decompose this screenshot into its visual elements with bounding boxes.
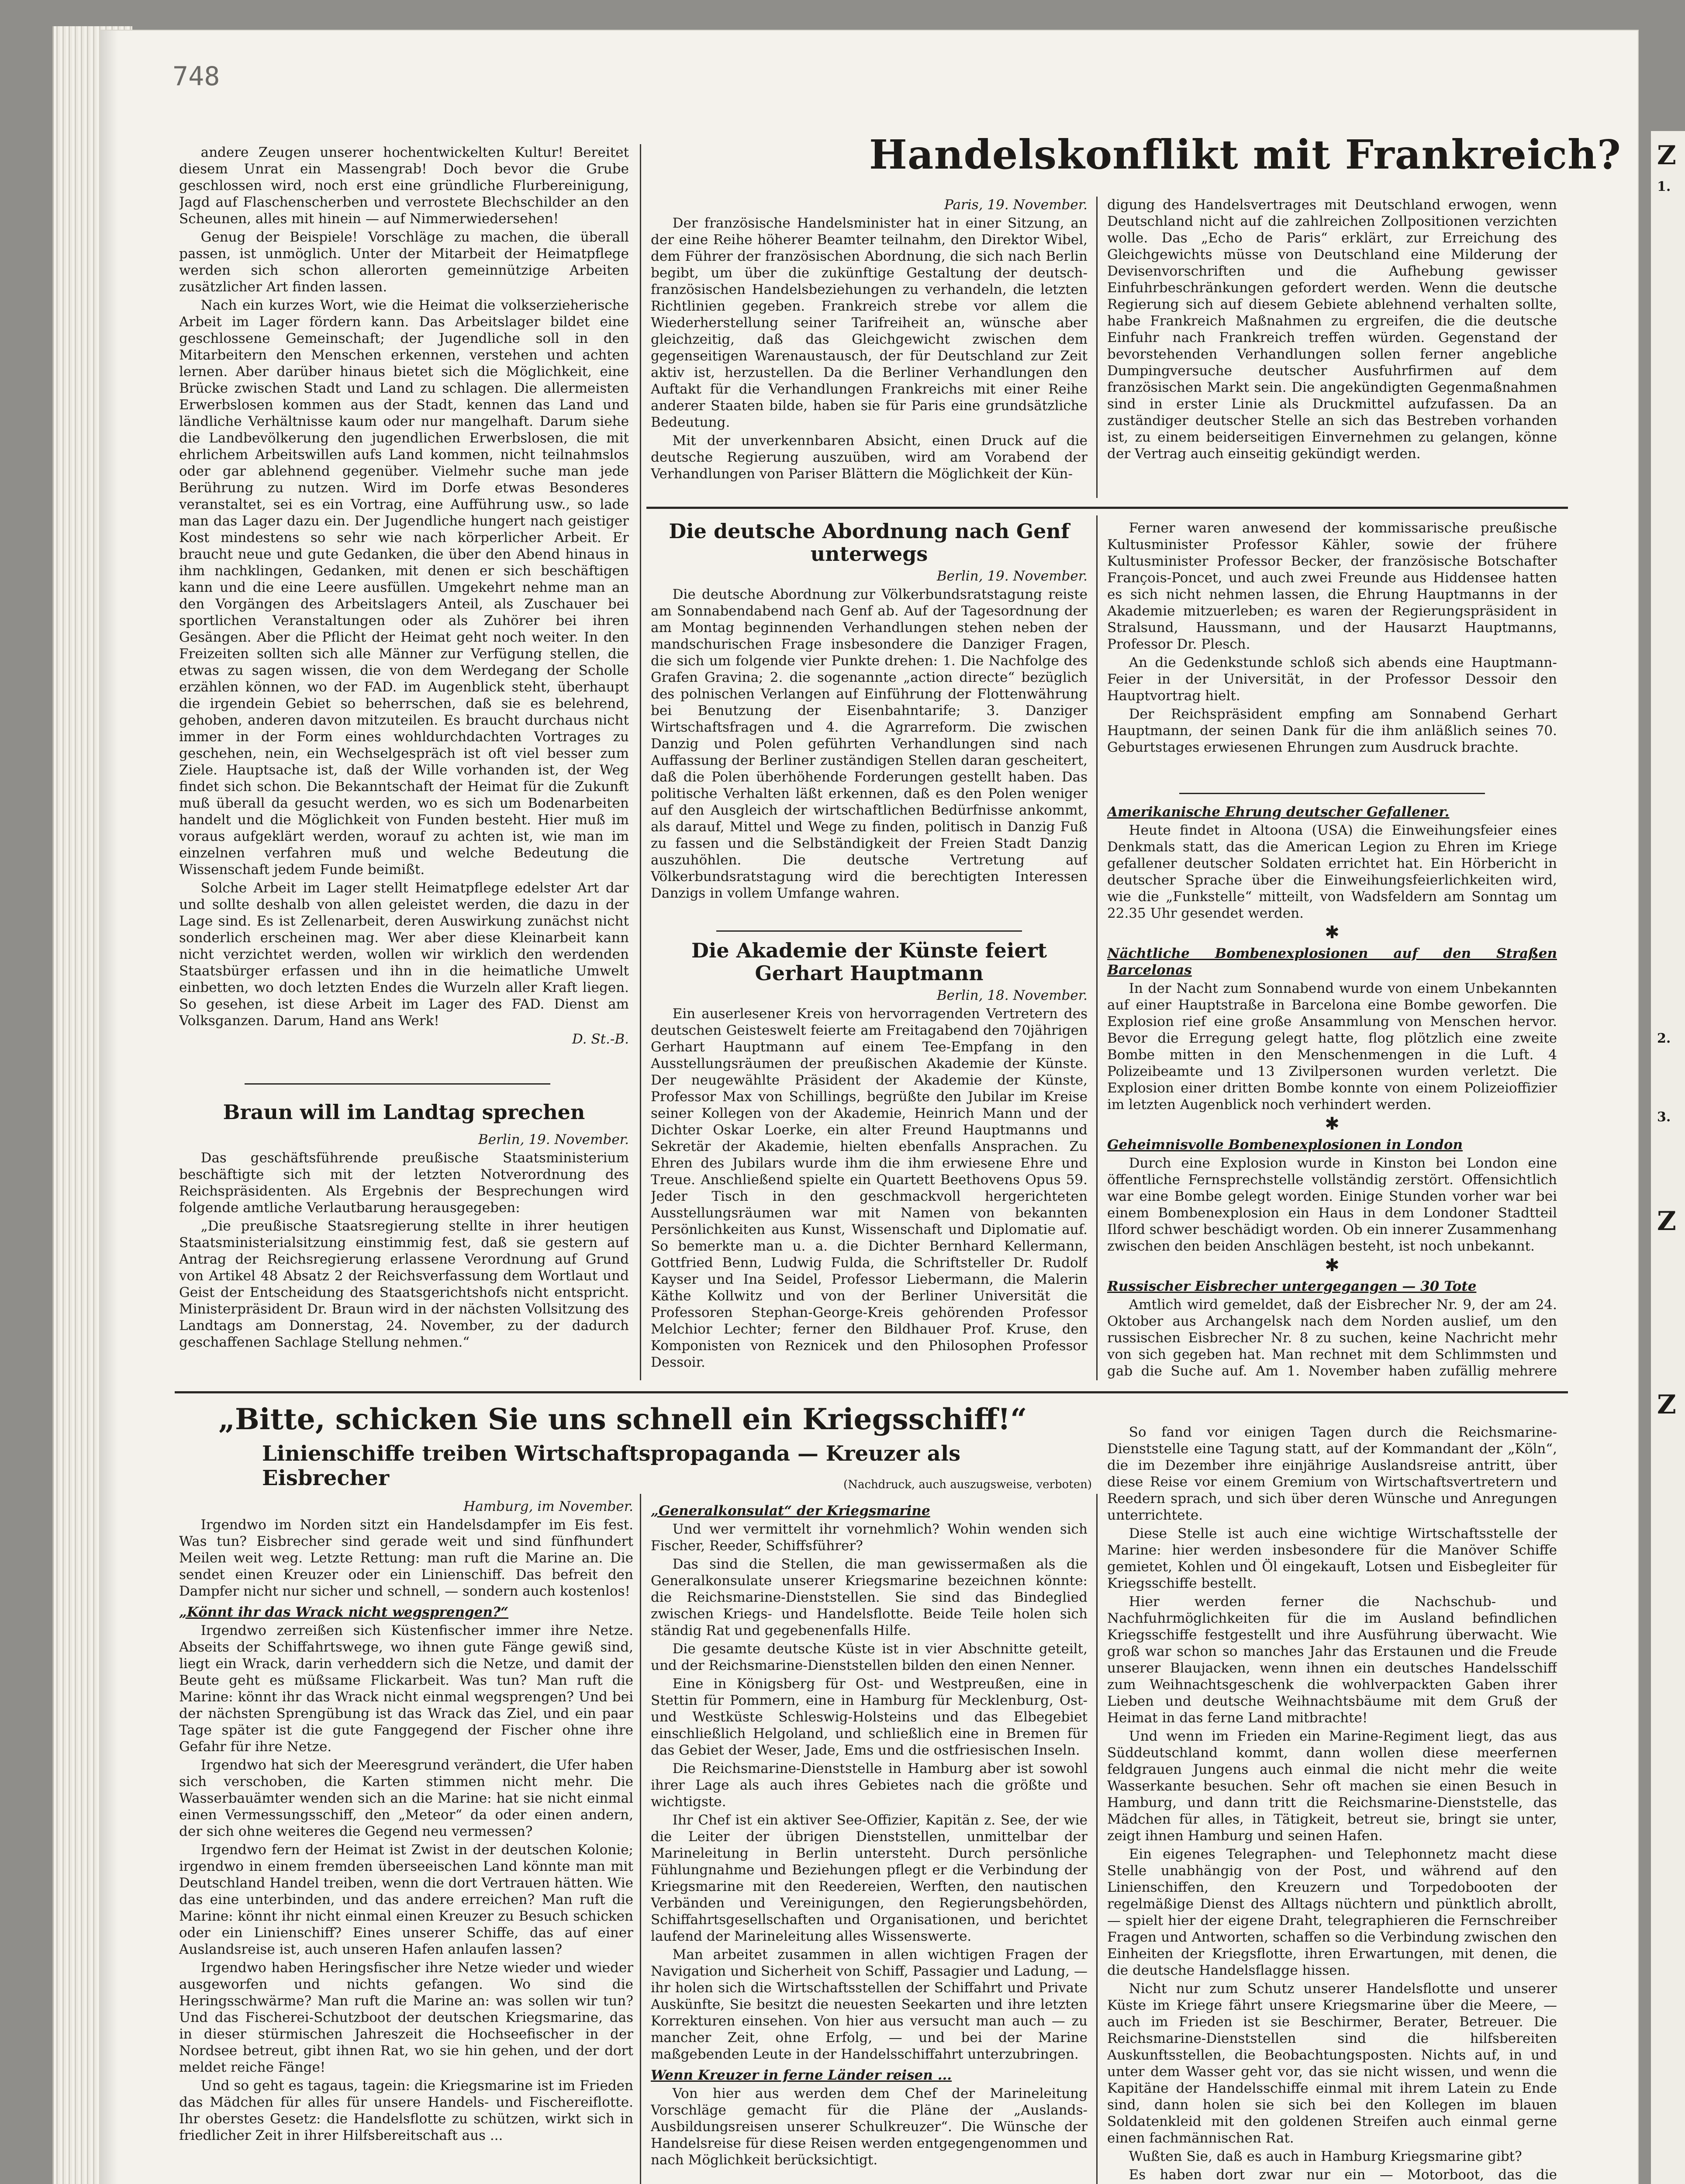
paragraph: Nicht nur zum Schutz unserer Handelsflotte und unserer Küste im Kriege fährt unsere Kriegsmarine über die Meere, — auch im Frieden ist sie Beschirmer, Berater, Betreuer. Die Reichsmarine-Dienststellen sind die hilfsbereiten Auskunftsstellen, die Beobachtungsposten. Nichts auf, in und unter dem Wasser geht vor, das sie nicht wissen, und wenn die Kapitäne der Handelsschiffe einmal mit ihrem Latein zu Ende sind, dann holen sie sich bei den Kollegen im blauen Soldatenkleid mit den goldenen Streifen auch einmal gerne einen fachmännischen Rat. [1107, 1981, 1557, 2146]
spine-shadow [100, 31, 118, 2184]
paragraph: Ein eigenes Telegraphen- und Telephonnetz macht diese Stelle unabhängig von der Post, und während auf den Linienschiffen, den Kreuzern und Torpedobooten der regelmäßige Dienst des Alltags nüchtern und pünktlich abrollt, — spielt hier der eigene Draht, telegraphieren die Fernschreiber Fragen und Antworten, schaffen so die Verbindung zwischen den Einheiten der Kriegsflotte, ihren Erwartungen, mit denen, die die deutsche Handelsflagge hissen. [1107, 1846, 1557, 1978]
divider-main [175, 1391, 1568, 1393]
paragraph: Ihr Chef ist ein aktiver See-Offizier, Kapitän z. See, der wie die Leiter der übrigen Dienststellen, unmittelbar der Marineleitung in Berlin untersteht. Durch persönliche Fühlungnahme und Beziehungen pflegt er die Verbindung der Kriegsmarine mit den Reedereien, Werften, den nautischen Verbänden und Vereinigungen, den Regierungsbehörden, Schiffahrtsgesellschaften und Organisationen, und berichtet laufend der Marineleitung alles Wissenswerte. [651, 1812, 1088, 1944]
column-rule [1096, 197, 1098, 498]
paragraph: Diese Stelle ist auch eine wichtige Wirtschaftsstelle der Marine: hier werden insbesondere für die Manöver Schiffe gemietet, Kohlen und Öl eingekauft, Lotsen und Eisbegleiter für Kriegsschiffe bestellt. [1107, 1526, 1557, 1591]
news-text: Heute findet in Altoona (USA) die Einweihungsfeier eines Denkmals statt, das die American Legion zu Ehren im Kriege gefallener deutscher Soldaten errichtet hat. Ein Hörbericht in deutscher Sprache über die Einweihungsfeierlichkeiten wird, wie die „Funkstelle“ mitteilt, von Wadsfeldern am Sonntag um 22.35 Uhr gesendet werden. [1107, 822, 1557, 921]
column-rule [640, 144, 641, 1380]
strip-letter: Z [1657, 1206, 1676, 1237]
news-title: Geheimnisvolle Bombenexplosionen in London [1107, 1137, 1463, 1153]
paragraph: Hier werden ferner die Nachschub- und Nachfuhrmöglichkeiten für die im Ausland befindlichen Kriegsschiffe festgestellt und ihre Ausführung überwacht. Wie groß war schon so manches Jahr das Erstaunen und die Freude unserer Blaujacken, wenn ihnen ein deutsches Handelsschiff zum Weihnachtsgeschenk die wohlverpackten Gaben ihrer Lieben und deutsche Weihnachtsbäume mit dem Gruß der Heimat in das ferne Land mitbrachte! [1107, 1594, 1557, 1726]
paragraph: Irgendwo fern der Heimat ist Zwist in der deutschen Kolonie; irgendwo in einem fremden überseeischen Land könnte man mit Deutschland Handel treiben, wenn die dort Vertrauen hätten. Wie das eine unterbinden, und das andere erreichen? Man ruft die Marine: könnt ihr nicht einmal einen Kreuzer zu Besuch schicken oder ein Linienschiff? Eines unserer Schiffe, das auf einer Auslandsreise ist, auch unseren Hafen anlaufen lassen? [179, 1842, 633, 1957]
paragraph: Das sind die Stellen, die man gewissermaßen als die Generalkonsulate unserer Kriegsmarine bezeichnen könnte: die Reichsmarine-Dienststellen. Sie sind das Bindeglied zwischen Kriegs- und Handelsflotte. Beide Teile holen sich ständig Rat und gegebenenfalls Hilfe. [651, 1556, 1088, 1638]
dateline: Berlin, 18. November. [936, 988, 1088, 1003]
divider [716, 930, 1022, 932]
article-frankreich-col2 [1107, 197, 1557, 502]
divider [1179, 793, 1485, 794]
article-genf [651, 568, 1088, 926]
news-briefs [1107, 799, 1557, 1380]
article-kriegsschiff-col2 [651, 1498, 1088, 2184]
subheading: „Generalkonsulat“ der Kriegsmarine [651, 1503, 930, 1519]
paragraph: Der französische Handelsminister hat in einer Sitzung, an der eine Reihe höherer Beamter teilnahm, den Direktor Wibel, dem Führer der französischen Abordnung, die sich nach Berlin begibt, um über die zukünftige Gestaltung der deutsch-französischen Handelsbeziehungen zu verhandeln, die letzten Richtlinien gegeben. Frankreich strebe vor allem die Wiederherstellung seiner Tarifreiheit an, wünsche aber gleichzeitig, daß das Gleichgewicht zwischen dem gegenseitigen Warenaustausch, der für Deutschland zur Zeit aktiv ist, herzustellen. Da die Berliner Verhandlungen den Auftakt für die Verhandlungen Frankreichs mit einer Reihe anderer Staaten bilde, haben sie für Paris eine grundsätzliche Bedeutung. [651, 215, 1088, 430]
paragraph: Wußten Sie, daß es auch in Hamburg Kriegsmarine gibt? [1129, 2149, 1522, 2164]
news-title: Nächtliche Bombenexplosionen auf den Straßen Barcelonas [1107, 946, 1557, 978]
strip-mark: 2. [1657, 1031, 1671, 1046]
column-rule [1096, 515, 1098, 1380]
dateline: Berlin, 19. November. [936, 568, 1088, 584]
article-frankreich-col1 [651, 197, 1088, 502]
column-rule [1096, 1494, 1098, 2184]
paragraph: Ferner waren anwesend der kommissarische preußische Kultusminister Professor Kähler, sowie der frühere Kultusminister Professor Becker, der französische Botschafter François-Poncet, und auch zwei Freunde aus Hiddensee hatten es sich nicht nehmen lassen, die Ehrung Hauptmanns in der Akademie mitzuerleben; es waren der Regierungspräsident in Stralsund, Haussmann, und der Hausarzt Hauptmanns, Professor Dr. Plesch. [1107, 520, 1557, 652]
news-title: Russischer Eisbrecher untergegangen — 30 Tote [1107, 1279, 1477, 1294]
star-separator: ✱ [1325, 1114, 1340, 1134]
strip-letter: Z [1657, 1389, 1676, 1420]
paragraph: Man arbeitet zusammen in allen wichtigen Fragen der Navigation und Sicherheit von Schiff, Passagier und Ladung, — ihr holen sich die Wirtschaftsstellen der Schiffahrt und Private Auskünfte, Sie besitzt die neuesten Seekarten und ihre letzten Korrekturen einsehen. Von hier aus versucht man auch — zu mancher Zeit, ohne Erfolg, — und bei der Marine maßgebenden Leute in der Handelsschiffahrt unterzubringen. [651, 1947, 1088, 2062]
paragraph: andere Zeugen unserer hochentwickelten Kultur! Bereitet diesem Unrat ein Massengrab! Doch bevor die Grube geschlossen wird, noch erst eine gründliche Flurbereinigung, Jagd auf Flaschenscherben und verrostete Blechschilder an den Scheunen, alles mit hinein — auf Nimmerwiedersehen! [179, 145, 629, 227]
divider [245, 1083, 550, 1085]
page-number: 748 [173, 61, 220, 92]
subheadline-kriegsschiff: Linienschiffe treiben Wirtschaftspropaganda — Kreuzer als Eisbrecher [262, 1441, 961, 1490]
star-separator: ✱ [1325, 1255, 1340, 1275]
paragraph: Irgendwo haben Heringsfischer ihre Netze wieder und wieder ausgeworfen und nichts gefangen. Wo sind die Heringsschwärme? Man ruft die Marine an: was sollen wir tun? Und das Fischerei-Schutzboot der deutschen Kriegsmarine, das in dieser stürmischen Jahreszeit die Hochseefischer in der Nordsee betreut, gibt ihnen Rat, wo sie hin gehen, und der dort meldet reiche Fänge! [179, 1960, 633, 2075]
paragraph: digung des Handelsvertrages mit Deutschland erwogen, wenn Deutschland nicht auf die zahlreichen Zollpositionen verzichten wolle. Das „Echo de Paris“ erklärt, zur Erreichung des Gleichgewichts müsse von Deutschland eine Milderung der Devisenvorschriften und die Aufhebung gewisser Einfuhrbeschränkungen gefordert werden. Wenn die deutsche Regierung sich auf diesem Gebiete ablehnend verhalten sollte, habe Frankreich Maßnahmen zu ergreifen, die die deutsche Einfuhr nach Frankreich treffen würden. Gegenstand der bevorstehenden Verhandlungen sollen ferner angebliche Dumpingversuche deutscher Ausfuhrfirmen auf dem französischen Markt sein. Die angekündigten Gegenmaßnahmen sind in erster Linie als Druckmittel aufzufassen. Da an zuständiger deutscher Stelle an sich das Bestreben vorhanden ist, zu einem beiderseitigen Einvernehmen zu gelangen, könne der Vertrag auch einseitig gekündigt werden. [1107, 197, 1557, 462]
paragraph: Die deutsche Abordnung zur Völkerbundsratstagung reiste am Sonnabendabend nach Genf ab. Auf der Tagesordnung der am Montag beginnenden Verhandlungen stehen neben der mandschurischen Frage insbesondere die Danziger Fragen, die sich um folgende vier Punkte drehen: 1. Die Nachfolge des Grafen Gravina; 2. die sogenannte „action directe“ bezüglich des polnischen Verlangen auf Einführung der Flottenwährung bei Benutzung der Eisenbahntarife; 3. Danziger Wirtschaftsfragen und 4. die Agrarreform. Die zwischen Danzig und Polen geführten Verhandlungen sind nach Auffassung der Berliner zuständigen Stellen daran gescheitert, daß die Polen überhöhende Forderungen gestellt haben. Das politische Verhalten läßt erkennen, daß es den Polen weniger auf den Ausgleich der wirtschaftlichen Bedürfnisse ankommt, als darauf, Mittel und Wege zu finden, politisch in Danzig Fuß zu fassen und die Selbständigkeit der Freien Stadt Danzig auszuhöhlen. Die deutsche Vertretung auf Völkerbundsratstagung wird die berechtigten Interessen Danzigs in vollem Umfange wahren. [651, 587, 1088, 901]
paragraph: Eine in Königsberg für Ost- und Westpreußen, eine in Stettin für Pommern, eine in Hamburg für Mecklenburg, Ost- und Westküste Schleswig-Holsteins und das Elbegebiet einschließlich Helgoland, und schließlich eine in Bremen für das Gebiet der Weser, Jade, Ems und die ostfriesischen Inseln. [651, 1676, 1088, 1758]
headline-frankreich: Handelskonflikt mit Frankreich? [869, 131, 1621, 178]
article-kriegsschiff-col3 [1107, 1424, 1557, 2184]
dateline: Paris, 19. November. [944, 197, 1088, 213]
paragraph: Und wer vermittelt ihr vornehmlich? Wohin wenden sich Fischer, Reeder, Schiffsführer? [651, 1521, 1088, 1554]
dateline: Berlin, 19. November. [478, 1132, 629, 1147]
paragraph: Und wenn im Frieden ein Marine-Regiment liegt, das aus Süddeutschland kommt, dann wollen diese meerfernen feldgrauen Jungens auch einmal die nicht mehr die weite Wasserkante besuchen. Sehr oft machen sie einen Besuch in Hamburg, und dann tritt die Reichsmarine-Dienststelle, das Mädchen für alles, in Tätigkeit, betreut sie, bringt sie unter, zeigt ihnen Hamburg und seinen Hafen. [1107, 1728, 1557, 1844]
signature: D. St.-B. [572, 1031, 629, 1047]
paragraph: Und so geht es tagaus, tagein: die Kriegsmarine ist im Frieden das Mädchen für alles für unsere Handels- und Fischereiflotte. Ihr oberstes Gesetz: die Handelsflotte zu schützen, wirkt sich in friedlicher Zeit in ihrer Hilfsbereitschaft aus ... [179, 2078, 633, 2143]
paragraph: An die Gedenkstunde schloß sich abends eine Hauptmann-Feier in der Universität, in der Professor Dessoir den Hauptvortrag hielt. [1107, 655, 1557, 704]
paragraph: Irgendwo im Norden sitzt ein Handelsdampfer im Eis fest. Was tun? Eisbrecher sind gerade weit und sind fünfhundert Meilen weit weg. Letzte Rettung: man ruft die Marine an. Die sendet einen Kreuzer oder ein Linienschiff. Das befreit den Dampfer nicht nur sicher und schnell, — sondern auch kostenlos! [179, 1517, 633, 1599]
headline-kriegsschiff: „Bitte, schicken Sie uns schnell ein Kriegsschiff!“ [218, 1402, 1027, 1436]
paragraph: Mit der unverkennbaren Absicht, einen Druck auf die deutsche Regierung auszuüben, wird am Vorabend der Verhandlungen von Pariser Blättern die Möglichkeit der Kün- [651, 433, 1088, 482]
news-text: In der Nacht zum Sonnabend wurde von einem Unbekannten auf einer Hauptstraße in Barcelona eine Bombe geworfen. Die Explosion rief eine große Ansammlung von Menschen hervor. Bevor die Erregung gelegt hatte, flog plötzlich eine zweite Bombe mitten in den Menschenmengen in die Luft. 4 Polizeibeamte und 13 Zivilpersonen wurden verletzt. Die Explosion einer dritten Bombe konnte von einem Polizeioffizier im letzten Augenblick noch verhindert werden. [1107, 981, 1557, 1113]
strip-mark: 1. [1657, 179, 1671, 194]
paragraph: Genug der Beispiele! Vorschläge zu machen, die überall passen, ist unmöglich. Unter der Mitarbeit der Heimatpflege werden sich schon allerorten gemeinnützige Arbeiten zusätzlicher Art finden lassen. [179, 229, 629, 295]
news-title: Amerikanische Ehrung deutscher Gefallener. [1107, 804, 1450, 820]
news-text: Amtlich wird gemeldet, daß der Eisbrecher Nr. 9, der am 24. Oktober aus Archangelsk nach dem Norden auslief, um den russischen Eisbrecher Nr. 8 zu suchen, keine Nachricht mehr von sich gegeben hat. Man rechnet mit dem Schlimmsten und gab die Suche auf. Am 1. November haben zufällig mehrere [1107, 1297, 1557, 1379]
headline-genf: Die deutsche Abordnung nach Genf unterwegs [669, 519, 1070, 566]
strip-letter: Z [1657, 140, 1676, 171]
article-kriegsschiff-col1 [179, 1498, 633, 2184]
paragraph: Der Reichspräsident empfing am Sonnabend Gerhart Hauptmann, der seinen Dank für die ihm anläßlich seines 70. Geburtstages erwiesenen Ehrungen zum Ausdruck brachte. [1107, 706, 1557, 755]
paragraph: Das geschäftsführende preußische Staatsministerium beschäftigte sich mit der letzten Notverordnung des Reichspräsidenten. Als Ergebnis der Besprechungen wird folgende amtliche Verlautbarung herausgegeben: [179, 1150, 629, 1216]
reprint-note: (Nachdruck, auch auszugsweise, verboten) [843, 1478, 1092, 1491]
paragraph: Solche Arbeit im Lager stellt Heimatpflege edelster Art dar und sollte deshalb von allen geleistet werden, die dazu in der Lage sind. Es ist Zellenarbeit, deren Auswirkung zunächst nicht sonderlich erscheinen mag. Wer aber diese Kleinarbeit kann nicht verzichtet werden, wollen wir wirklich den werdenden Staatsbürger erfassen und ihn in die heimatliche Umwelt einbetten, wo doch letzten Endes die Wurzeln aller Kraft liegen. So gesehen, ist diese Arbeit im Lager des FAD. Dienst am Volksganzen. Darum, Hand ans Werk! [179, 880, 629, 1029]
star-separator: ✱ [1325, 923, 1340, 943]
headline-akademie: Die Akademie der Künste feiert Gerhart Hauptmann [691, 939, 1047, 985]
article-akademie [651, 987, 1088, 1380]
article-hauptmann-cont [1107, 520, 1557, 791]
column-rule [640, 1494, 641, 2184]
news-text: Durch eine Explosion wurde in Kinston bei London eine öffentliche Fernsprechstelle vollständig zerstört. Offensichtlich war eine Bombe gelegt worden. Einige Stunden vorher war bei einem Bombenexplosion ein Haus in dem Londoner Stadtteil Ilford schwer beschädigt worden. Ob ein innerer Zusammenhang zwischen den beiden Anschlägen besteht, ist noch unbekannt. [1107, 1155, 1557, 1254]
column-heimatpflege [179, 144, 629, 1079]
paragraph: Irgendwo zerreißen sich Küstenfischer immer ihre Netze. Abseits der Schiffahrtswege, wo ihnen gute Fänge gewiß sind, liegt ein Wrack, darin verheddern sich die Netze, und damit der Beute geht es müßsame Flickarbeit. Was tun? Man ruft die Marine: könnt ihr das Wrack nicht einmal wegsprengen? Und bei der nächsten Sprengübung ist das Wrack das Ziel, und ein paar Tage später ist die gute Fanggegend der Fischer ohne ihre Gefahr für ihre Netze. [179, 1623, 633, 1755]
paragraph: So fand vor einigen Tagen durch die Reichsmarine-Dienststelle eine Tagung statt, auf der Kommandant der „Köln“, die im Dezember ihre einjährige Auslandsreise antritt, über diese Reise vor einem Gremium von Wirtschaftsvertretern und Reedern sprach, und sich über deren Wünsche und Anregungen unterrichtete. [1107, 1424, 1557, 1523]
adjacent-page-strip [1651, 131, 1685, 2184]
subheading: „Könnt ihr das Wrack nicht wegsprengen?“ [179, 1604, 508, 1620]
dateline: Hamburg, im November. [463, 1499, 633, 1514]
paragraph: Nach ein kurzes Wort, wie die Heimat die volkserzieherische Arbeit im Lager fördern kann. Das Arbeitslager bildet eine geschlossene Gemeinschaft; der Jugendliche soll in den Mitarbeitern den Menschen erkennen, verstehen und achten lernen. Aber darüber hinaus bietet sich die Möglichkeit, eine Brücke zwischen Stadt und Land zu schlagen. Die allermeisten Erwerbslosen kommen aus der Stadt, kennen das Land und ländliche Verhältnisse kaum oder nur mangelhaft. Darum siehe die Landbevölkerung den jugendlichen Erwerbslosen, die mit ehrlichem Arbeitswillen aufs Land kommen, nicht teilnahmslos oder gar ablehnend gegenüber. Vielmehr suche man jede Berührung zu nutzen. Wird im Dorfe etwas Besonderes veranstaltet, sei es ein Vortrag, eine Aufführung usw., so lade man das Lager dazu ein. Der Jugendliche hungert nach geistiger Kost mindestens so sehr wie nach körperlicher Arbeit. Er braucht neue und gute Gedanken, die über den Abend hinaus in ihm nachklingen, Gedanken, mit denen er sich beschäftigen kann und die eine Leere ausfüllen. Umgekehrt nehme man an den Vorgängen des Arbeitslagers Anteil, als Zuschauer bei sportlichen Veranstaltungen oder als Zuhörer bei ihren Gesängen. Aber die Pflicht der Heimat geht noch weiter. In den Freizeiten sollten sich alle Männer zur Verfügung stellen, die etwas zu sagen wissen, die von dem Werdegang der Scholle erzählen können, wo der FAD. im Augenblick steht, überhaupt die irgendein Gebiet so beherrschen, daß sie es belehrend, gehoben, anderen davon mitzuteilen. Es braucht durchaus nicht immer in der Form eines wohldurchdachten Vortrages zu geschehen, nein, ein Wechselgespräch ist oft viel besser zum Ziele. Hauptsache ist, daß der Wille vorhanden ist, der Weg findet sich schon. Die Bekanntschaft der Heimat für die Zukunft muß überall da gesucht werden, wo es sich um Bodenarbeiten handelt und die Möglichkeit von Funden besteht. Hier muß im voraus aufgeklärt werden, worauf zu achten ist, wie man im einzelnen verfahren muß und welche Bedeutung die Wissenschaft jedem Funde beimißt. [179, 297, 629, 878]
paragraph: Die gesamte deutsche Küste ist in vier Abschnitte geteilt, und der Reichsmarine-Dienststellen bilden den einen Nenner. [651, 1641, 1088, 1673]
paragraph: Es haben dort zwar nur ein — Motorboot, das die [1129, 2167, 1557, 2183]
strip-mark: 3. [1657, 1109, 1671, 1125]
paragraph: Die Reichsmarine-Dienststelle in Hamburg aber ist sowohl ihrer Lage als auch ihres Gebietes nach die größte und wichtigste. [651, 1761, 1088, 1810]
headline-braun: Braun will im Landtag sprechen [223, 1100, 585, 1124]
divider [646, 507, 1568, 509]
paragraph: Irgendwo hat sich der Meeresgrund verändert, die Ufer haben sich verschoben, die Karten stimmen nicht mehr. Die Wasserbauämter wenden sich an die Marine: hat sie nicht einmal einen Vermessungsschiff, den „Meteor“ da oder einen andern, der sich ohne weiteres die Gegend neu vermessen? [179, 1757, 633, 1839]
paragraph: Ein auserlesener Kreis von hervorragenden Vertretern des deutschen Geisteswelt feierte am Freitagabend den 70jährigen Gerhart Hauptmann auf einem Tee-Empfang in den Ausstellungsräumen der preußischen Akademie der Künste. Der neugewählte Präsident der Akademie der Künste, Professor Max von Schillings, begrüßte den Jubilar im Kreise seiner Kollegen von der Akademie, Heinrich Mann und der Dichter Oskar Loerke, ein alter Freund Hauptmanns und Sekretär der Akademie, hielten ebenfalls Ansprachen. Zu Ehren des Jubilars wurde ihm die ihm erwiesene Ehre und Treue. Anschließend spielte ein Quartett Beethovens Opus 59. Jeder Tisch in den geschmackvoll hergerichteten Ausstellungsräumen war mit Namen von bekannten Persönlichkeiten aus Kunst, Wissenschaft und Diplomatie auf. So bemerkte man u. a. die Dichter Bernhard Kellermann, Gottfried Benn, Ludwig Fulda, die Schriftsteller Dr. Rudolf Kayser und Ina Seidel, Professor Liebermann, die Malerin Käthe Kollwitz und von der Berliner Universität die Professoren Stephan-George-Kreis gehörenden Professor Melchior Lechter; ferner den Bildhauer Prof. Kruse, den Komponisten von Reznicek und den Philosophen Professor Dessoir. [651, 1006, 1088, 1370]
paragraph: Von hier aus werden dem Chef der Marineleitung Vorschläge gemacht für die Pläne der „Auslands-Ausbildungsreisen unserer Schulkreuzer“. Die Wünsche der Handelsreise für diese Reisen werden entgegengenommen und nach Möglichkeit berücksichtigt. [651, 2086, 1088, 2168]
paragraph: „Die preußische Staatsregierung stellte in ihrer heutigen Staatsministerialsitzung einstimmig fest, daß sie gestern auf Antrag der Reichsregierung erlassene Verordnung auf Grund von Artikel 48 Absatz 2 der Reichsverfassung dem Wortlaut und Geist der Entscheidung des Staatsgerichtshofs nicht entspricht. Ministerpräsident Dr. Braun wird in der nächsten Vollsitzung des Landtags am Donnerstag, 24. November, zu der dadurch geschaffenen Sachlage Stellung nehmen.“ [179, 1218, 629, 1350]
article-braun [179, 1131, 629, 1376]
subheading: Wenn Kreuzer in ferne Länder reisen ... [651, 2067, 952, 2083]
